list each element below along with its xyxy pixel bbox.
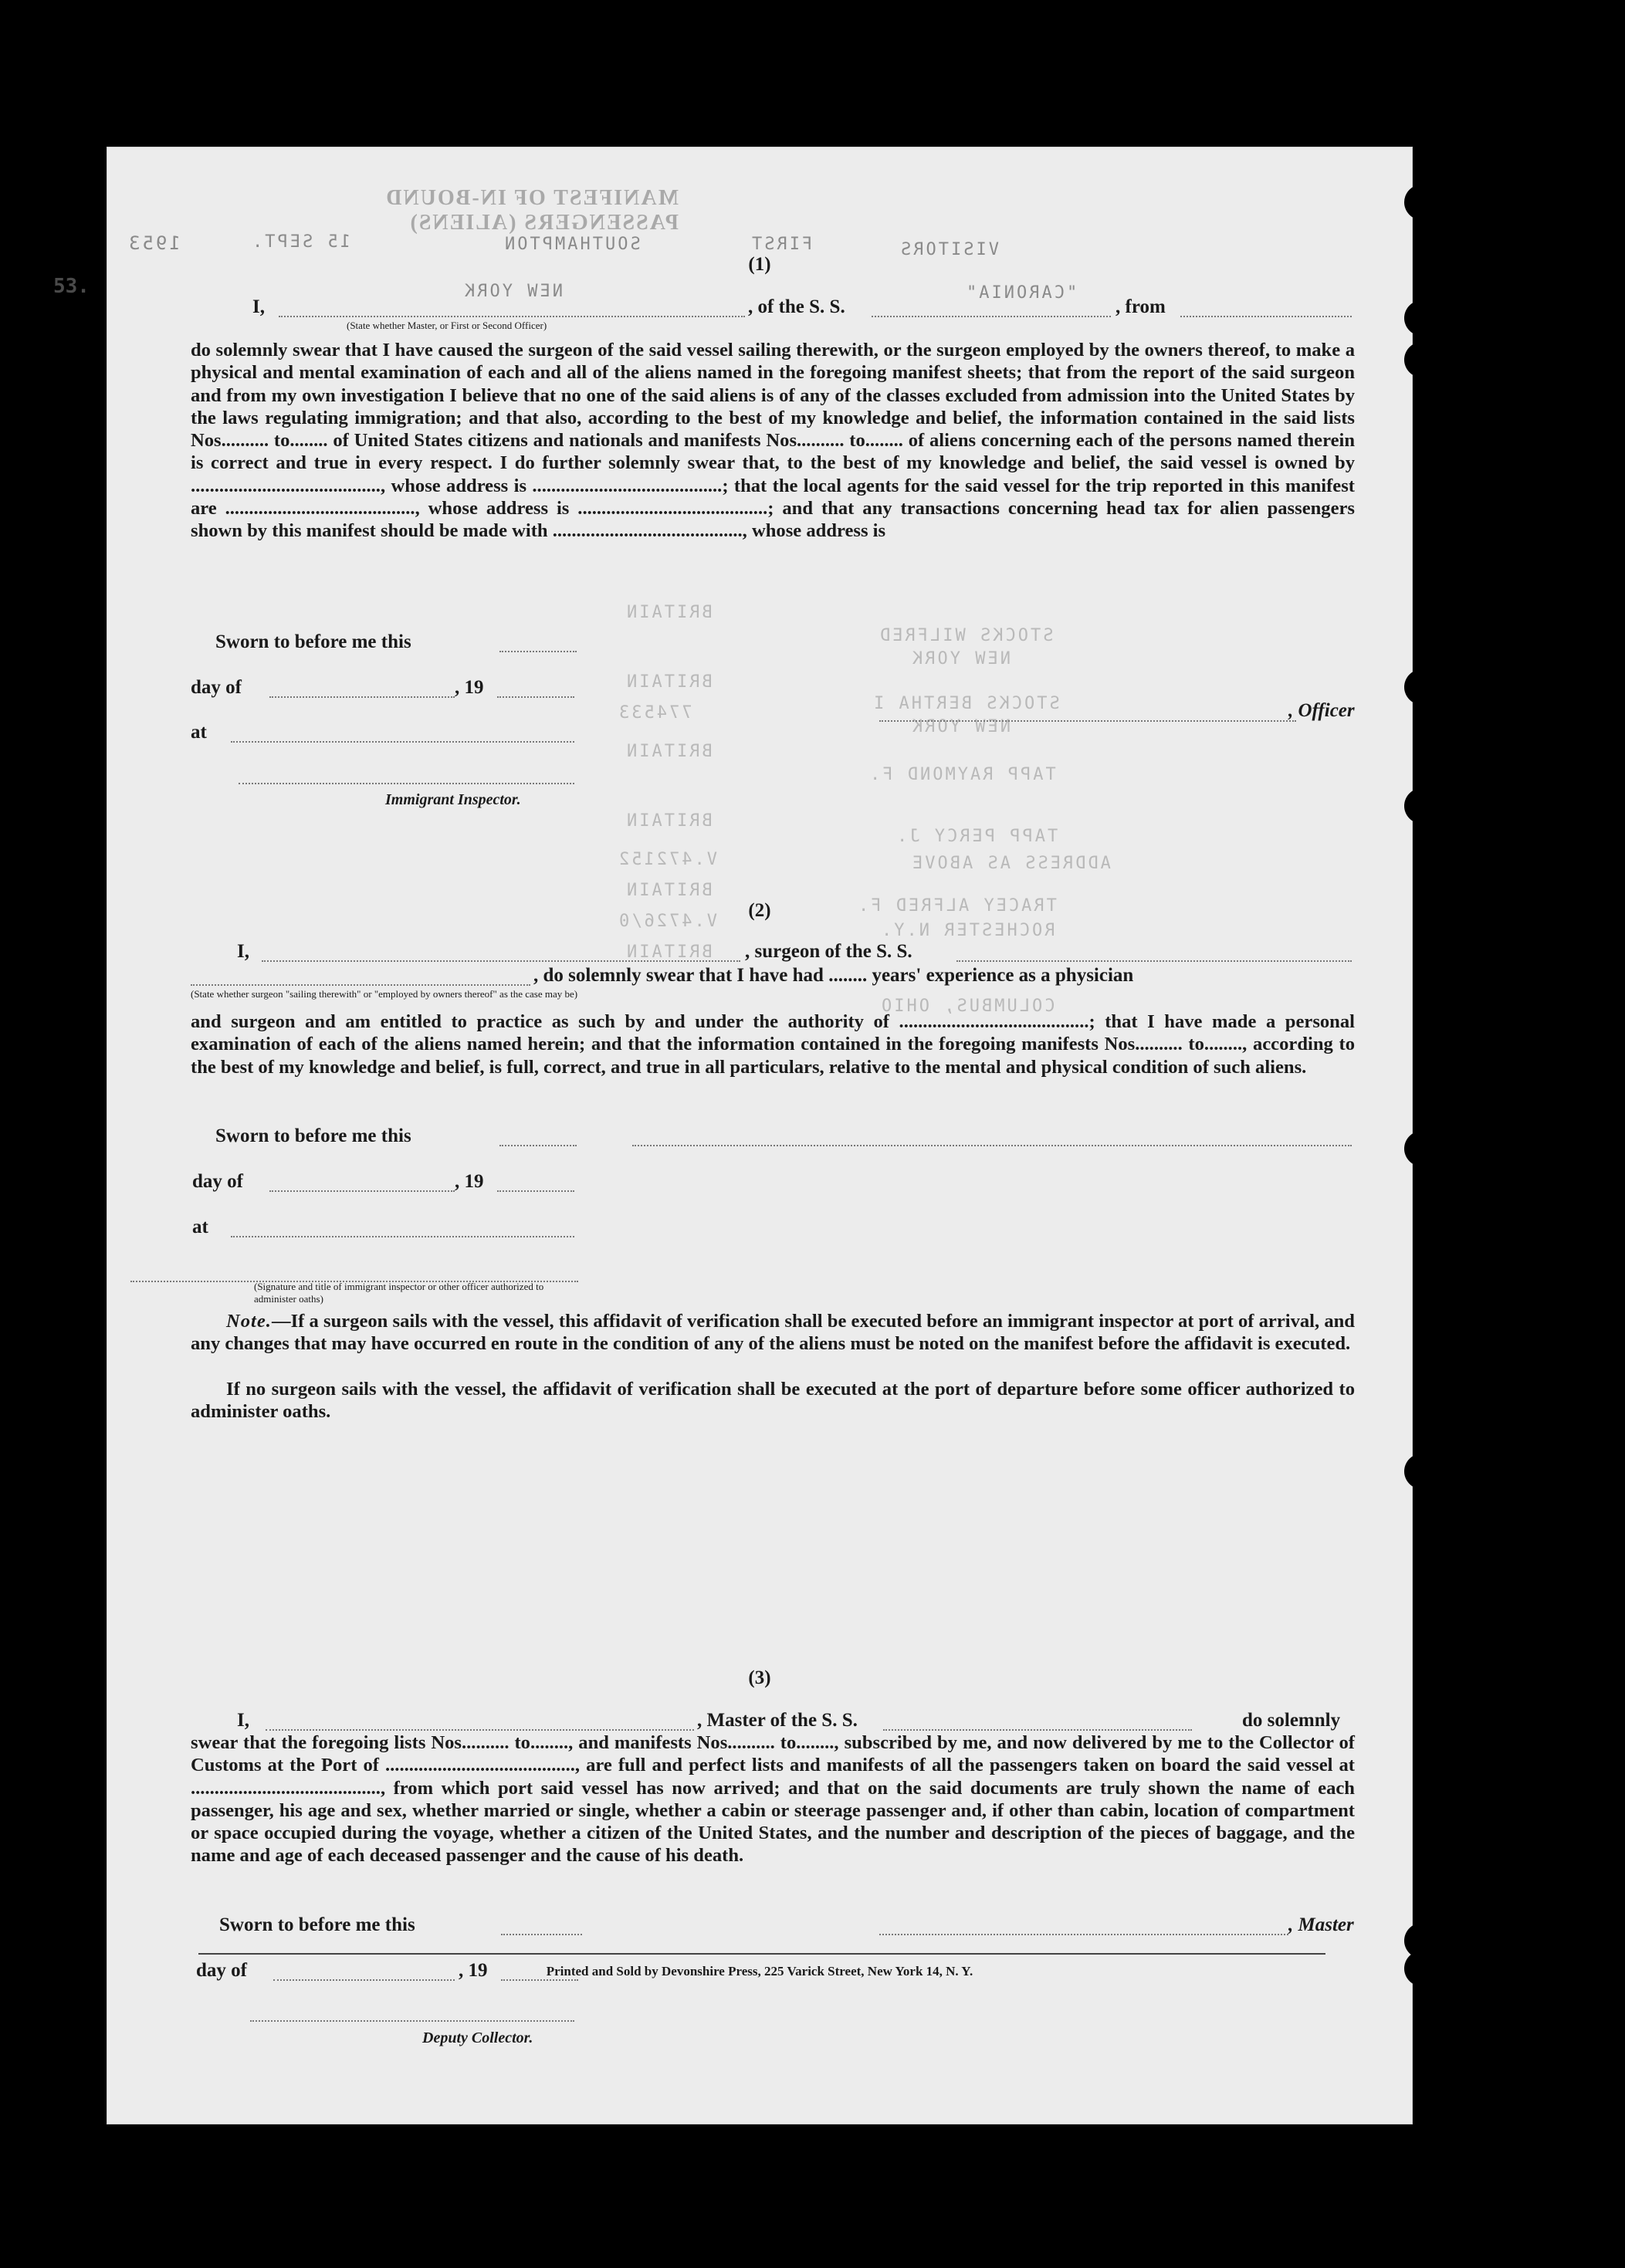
ghost-entry: STOCKS BERTHA I: [872, 694, 1060, 713]
ghost-entry: BRITAIN: [625, 742, 713, 761]
collector-signature-field[interactable]: [250, 2020, 574, 2022]
year-field[interactable]: [497, 696, 574, 698]
inspector-signature-field[interactable]: [239, 783, 574, 784]
officer-signature-field[interactable]: [879, 720, 1296, 722]
port-from-field[interactable]: [1180, 316, 1352, 317]
affidavit-2-body: and surgeon and am entitled to practice as such by and under the authority of ........................................; that I have made a personal examination of each of the aliens named herein; and that the information contained in the foregoing manifests Nos.......... to........, according to the best of my knowledge and belief, is full, correct, and true in all particulars, relative to the mental and physical condition of such aliens.: [191, 1011, 1355, 1078]
ghost-entry: COLUMBUS, OHIO: [879, 997, 1055, 1016]
ghost-entry: TAPP RAYMOND F.: [868, 765, 1056, 784]
affidavit-2-number: (2): [748, 900, 771, 921]
affidavit-2-sig-note: (Signature and title of immigrant inspector or other officer authorized to administer oaths): [254, 1281, 544, 1305]
ghost-entry: ROCHESTER N.Y.: [879, 921, 1055, 940]
ghost-entry: BRITAIN: [625, 672, 713, 692]
master-name-field[interactable]: [279, 316, 745, 317]
affidavit-3-year: , 19: [459, 1960, 488, 1981]
affidavit-1-of-ss: , of the S. S.: [748, 296, 845, 317]
stamp-vessel: "CARONIA": [964, 283, 1078, 303]
note-label: Note.: [226, 1311, 272, 1332]
header-port: SOUTHAMPTON: [503, 235, 641, 254]
day-field[interactable]: [269, 696, 455, 698]
affidavit-1-sworn: Sworn to before me this: [215, 631, 411, 652]
affidavit-1-officer: , Officer: [1288, 700, 1355, 721]
at-field-2[interactable]: [231, 1236, 574, 1237]
affidavit-1-note: (State whether Master, or First or Second Officer): [347, 320, 547, 331]
header-visitors: VISITORS: [899, 240, 999, 259]
ghost-entry: 774533: [617, 703, 692, 723]
vessel-name-field[interactable]: [872, 316, 1111, 317]
stamp-from: NEW YORK: [462, 282, 563, 301]
ghost-entry: TRACEY ALFRED F.: [856, 896, 1057, 916]
ghost-entry: TAPP PERCY J.: [895, 827, 1058, 846]
affidavit-2-at: at: [192, 1217, 208, 1237]
year-field-2[interactable]: [497, 1190, 574, 1192]
affidavit-3-do-solemnly: do solemnly: [1242, 1710, 1341, 1731]
sworn-date-field[interactable]: [499, 651, 577, 652]
footer-rule: [198, 1953, 1325, 1955]
affidavit-2-surgeon: , surgeon of the S. S.: [745, 941, 912, 962]
affidavit-1-i: I,: [252, 296, 265, 317]
ghost-entry: V.4726/0: [617, 912, 717, 931]
ghost-entry: NEW YORK: [910, 717, 1011, 736]
header-class: FIRST: [750, 235, 813, 254]
ghost-entry: BRITAIN: [625, 603, 713, 622]
master-signature-field[interactable]: [879, 1934, 1288, 1935]
binder-hole: [1404, 1131, 1440, 1166]
affidavit-1-at: at: [191, 722, 207, 743]
ghost-entry: STOCKS WILFRED: [878, 626, 1054, 645]
sworn-date-field-3[interactable]: [501, 1934, 582, 1935]
affidavit-3-day-of: day of: [196, 1960, 247, 1981]
footer-printer: Printed and Sold by Devonshire Press, 225 Varick Street, New York 14, N. Y.: [546, 1964, 973, 1979]
affidavit-3-i: I,: [237, 1710, 249, 1731]
affidavit-3-body: swear that the foregoing lists Nos.......... to........, and manifests Nos.......... to........, subscribed by me, and now delivered by me to the Collector of Customs at the Port of ........................................, are full and perfect lists and manifests of all the passengers taken on board the said vessel at ........................................, from which port said vessel has now arrived; and that on the said documents are truly shown the name of each passenger, his age and sex, whether married or single, whether a cabin or steerage passenger and, if other than cabin, location of compartment or space occupied during the voyage, whether a citizen of the United States, and the number and description of the pieces of baggage, and the name and age of each deceased passenger and the cause of his death.: [191, 1732, 1355, 1867]
ghost-entry: BRITAIN: [625, 811, 713, 831]
binder-hole: [1404, 669, 1440, 705]
at-field[interactable]: [231, 741, 574, 743]
binder-hole: [1404, 184, 1440, 220]
ghost-entry: BRITAIN: [625, 943, 713, 962]
binder-hole: [1404, 1454, 1440, 1489]
affidavit-1-from: , from: [1115, 296, 1166, 317]
vessel-name-field-3[interactable]: [883, 1729, 1192, 1731]
affidavit-1-day-of: day of: [191, 677, 242, 698]
affidavit-3-master: , Master of the S. S.: [697, 1710, 858, 1731]
master-name-field-3[interactable]: [266, 1729, 694, 1731]
surgeon-status-field[interactable]: [191, 984, 530, 986]
affidavit-1-year: , 19: [455, 677, 484, 698]
sworn-date-field-2[interactable]: [499, 1145, 577, 1146]
day-field-2[interactable]: [269, 1190, 455, 1192]
affidavit-1-number: (1): [748, 254, 771, 275]
affidavit-3-sworn: Sworn to before me this: [219, 1914, 415, 1935]
affidavit-2-note: (State whether surgeon "sailing therewith" or "employed by owners thereof" as the case may be): [191, 988, 578, 1000]
ghost-entry: ADDRESS AS ABOVE: [910, 854, 1111, 873]
header-date: 15 SEPT.: [250, 232, 350, 252]
ghost-entry: BRITAIN: [625, 881, 713, 900]
ghost-title: MANIFEST OF IN-BOUND PASSENGERS (ALIENS): [384, 186, 679, 235]
affidavit-2-sworn: Sworn to before me this: [215, 1126, 411, 1146]
affidavit-1-inspector: Immigrant Inspector.: [385, 791, 521, 808]
affidavit-2-note-2: If no surgeon sails with the vessel, the affidavit of verification shall be executed at the port of departure before some officer authorized to administer oaths.: [191, 1379, 1355, 1423]
affidavit-2-day-of: day of: [192, 1171, 243, 1192]
ghost-entry: V.472152: [617, 850, 717, 869]
affidavit-2-note-block: [191, 1310, 1355, 1356]
affidavit-2-year: , 19: [455, 1171, 484, 1192]
binder-hole: [1404, 300, 1440, 336]
ghost-entry: NEW YORK: [910, 649, 1011, 669]
vessel-name-field-2[interactable]: [956, 960, 1352, 962]
affidavit-3-number: (3): [748, 1667, 771, 1688]
affidavit-2-i: I,: [237, 941, 249, 962]
header-year: 1953: [127, 232, 181, 254]
binder-hole: [1404, 788, 1440, 824]
note-body: —If a surgeon sails with the vessel, this affidavit of verification shall be executed before an immigrant inspector at port of arrival, and any changes that may have occurred en route in the condition of any of the aliens must be noted on the manifest before the affidavit is executed.: [191, 1311, 1355, 1355]
surgeon-signature-field[interactable]: [632, 1145, 1352, 1146]
affidavit-3-collector: Deputy Collector.: [422, 2029, 533, 2046]
affidavit-3-master-label: , Master: [1288, 1914, 1354, 1935]
binder-hole: [1404, 342, 1440, 377]
surgeon-name-field[interactable]: [262, 960, 740, 962]
manifest-page: [53, 147, 1413, 2124]
page-number: 53.: [53, 275, 90, 298]
affidavit-1-body: do solemnly swear that I have caused the surgeon of the said vessel sailing therewith, or the surgeon employed by the owners thereof, to make a physical and mental examination of each and all of the aliens named in the foregoing manifest sheets; that from the report of the said surgeon and from my own investigation I believe that no one of the said aliens is of any of the classes excluded from admission into the United States by the laws regulating immigration; and that also, according to the best of my knowledge and belief, the information contained in the said lists Nos.......... to........ of United States citizens and nationals and manifests Nos.......... to........ of aliens concerning each of the persons named therein is correct and true in every respect. I do further solemnly swear that, to the best of my knowledge and belief, the said vessel is owned by ........................................, whose address is ........................................; that the local agents for the said vessel for the trip reported in this manifest are ........................................, whose address is ........................................; and that any transactions concerning head tax for alien passengers shown by this manifest should be made with ........................................, whose address is: [191, 340, 1355, 542]
affidavit-2-line2: , do solemnly swear that I have had ........ years' experience as a physician: [533, 965, 1134, 986]
